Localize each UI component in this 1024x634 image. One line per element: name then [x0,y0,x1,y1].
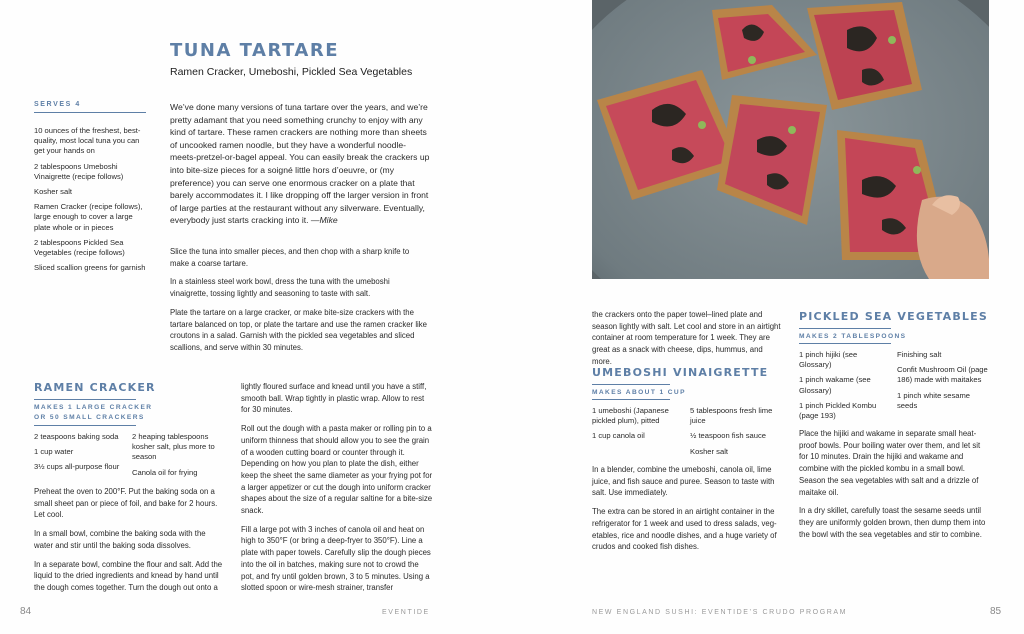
method-step: Roll out the dough with a pasta maker or rolling pin to a uniform thinness that should allow you to see the grain of a wooden cutting board or counter through it. Depending on how you plan to plate the dish, either keep the sheet the same diameter as your frying pot for a larger appetizer or cut the dough into uniform cracker shapes about the size of a regular saltine for a bite-size snack. [241,424,433,516]
ingredient-item: 1 cup canola oil [592,431,645,441]
umeboshi-method [592,464,784,560]
pickled-title: PICKLED SEA VEGETABLES [799,310,988,323]
umeboshi-yield: MAKES ABOUT 1 CUP [592,389,686,396]
method-step: Slice the tuna into smaller pieces, and then chop with a sharp knife to make a coarse tartare. [170,247,410,268]
ramen-yield-rule [34,425,136,426]
running-head-left: EVENTIDE [382,609,430,616]
ingredient-item: 10 ounces of the freshest, best-quality, most local tuna you can get your hands on [34,126,141,156]
ingredient-item: Canola oil for frying [132,467,198,477]
ingredient-item: 1 pinch Pickled Kombu (page 193) [799,400,877,421]
ingredient-item: 2 tablespoons Umeboshi Vinaigrette (recipe follows) [34,161,124,181]
running-head-right: NEW ENGLAND SUSHI: EVENTIDE’S CRUDO PROGRAM [592,609,848,616]
ramen-title: RAMEN CRACKER [34,381,156,394]
recipe-title: TUNA TARTARE [170,40,339,61]
page-number-left: 84 [20,606,32,617]
ingredient-item: ½ teaspoon fish sauce [690,431,766,441]
ingredient-item: 1 umeboshi (Japanese pickled plum), pitted [592,406,669,426]
method-step: Fill a large pot with 3 inches of canola oil and heat on high to 350°F (or bring a deep-fryer to 350°F). Line a plate with paper towels. Carefully slip the dough pieces into the oil in batches, making sure not to crowd the pot, and fry until golden brown, 3 to 5 minutes. Using a slotted spoon or wire-mesh strainer, transfer [241,524,431,593]
method-step: In a small bowl, combine the baking soda with the water and stir until the baking soda dissolves. [34,529,206,550]
photo-illustration [592,0,989,279]
ingredient-item: Ramen Cracker (recipe follows), large enough to cover a large plate whole or in pieces [34,202,143,232]
ramen-method-col3 [592,309,784,375]
ramen-ingredients-left [34,432,130,478]
ingredient-item: 1 pinch white sesame seeds [897,390,971,410]
ingredient-item: 1 pinch hijiki (see Glossary) [799,350,858,370]
method-step: In a blender, combine the umeboshi, canola oil, lime juice, and fish sauce and puree. Season to taste with salt. Use immediately. [592,465,775,498]
method-step: The extra can be stored in an airtight container in the refrigerator for 1 week and used to dress salads, veg- etables, rice and noodle dishes, and a huge variety of crudos and cooked fish dishes. [592,507,777,552]
pickled-rule [799,328,891,329]
intro-text: We’ve done many versions of tuna tartare over the years, and we’re pretty adamant that you need something crunchy to enjoy with any kind of tartare. These ramen crackers are nothing more than sheets of uncooked ramen noodle, but they have a wonderful noodle-meets-pretzel-or-bagel appeal. You can easily break the crackers up into bite-size pieces for a soigné little hors d’oeuvre, or (my preference) you can serve one enormous cracker on a plate that barely accommodates it. I like dropping off the larger version in front of large parties at the restaurant without any silverware. Eventually, everybody just starts cracking into it. — [170,102,430,226]
ingredient-item: 5 tablespoons fresh lime juice [690,406,773,426]
method-step: In a separate bowl, combine the flour and salt. Add the liquid to the dried ingredients and knead by hand until the dough comes together. Turn the dough out onto a [34,559,223,592]
ramen-method-col2 [241,381,433,601]
method-step: In a stainless steel work bowl, dress the tuna with the umeboshi vinaigrette, tossing lightly and seasoning to taste with salt. [170,277,390,299]
ingredient-item: 1 cup water [34,447,74,457]
ingredient-item: 3½ cups all-purpose flour [34,462,120,472]
umeboshi-rule [592,384,670,385]
ingredient-item: Kosher salt [34,187,72,197]
ingredient-item: Confit Mushroom Oil (page 186) made with maitakes [897,365,988,385]
ramen-rule [34,399,136,400]
umeboshi-yield-rule [592,399,670,400]
ingredient-item: 2 tablespoons Pickled Sea Vegetables (recipe follows) [34,237,125,258]
ingredient-item: Sliced scallion greens for garnish [34,263,146,273]
method-step: Plate the tartare on a large cracker, or make bite-size crackers with the tartare balanced on top, or plate the tartare and use the ramen cracker like croutons in a salad. Garnish with the pickled sea vegetables and sliced scallions, and serve within 30 minutes. [170,307,428,352]
ramen-yield-line: MAKES 1 LARGE CRACKER [34,404,153,411]
serves-label: SERVES 4 [34,101,81,108]
ingredient-item: Finishing salt [897,350,942,359]
serves-rule [34,112,146,113]
page-number-right: 85 [990,606,1002,617]
umeboshi-ingredients-left [592,406,682,447]
recipe-intro [170,101,430,227]
ramen-ingredients-right [132,432,218,483]
tuna-tartare-photo [592,0,989,279]
method-step: the crackers onto the paper towel–lined plate and season lightly with salt. Let cool and store in an airtight container at room temperature for 1 week. They are great as a snack with cheese, dips, hummus, and more. [592,310,781,366]
ingredient-item: 2 heaping tablespoons kosher salt, plus more to season [132,432,215,462]
pickled-ingredients-left [799,350,891,426]
pickled-method [799,428,991,547]
ramen-yield [34,403,154,423]
method-step: Preheat the oven to 200°F. Put the baking soda on a small sheet pan or piece of foil, and bake for 2 hours. Let cool. [34,487,218,520]
pickled-yield-rule [799,343,891,344]
ingredient-item: 1 pinch wakame (see Glossary) [799,375,871,395]
umeboshi-ingredients-right [690,406,780,462]
ingredient-item: 2 teaspoons baking soda [34,432,119,441]
intro-signature: Mike [319,215,338,226]
method-step: Place the hijiki and wakame in separate small heat-proof bowls. Pour boiling water over them, and let sit for 10 minutes. Drain the hijiki and wakame and combine with the pickled kombu in a small bowl. Season the sea vegetables with salt and a drizzle of maitake oil. [799,429,981,497]
pickled-ingredients-right [897,350,989,416]
ramen-method-col1 [34,486,226,601]
tuna-ingredient-list [34,126,146,278]
ingredient-item: Kosher salt [690,446,728,456]
tuna-method [170,246,430,361]
pickled-yield: MAKES 2 TABLESPOONS [799,333,907,340]
recipe-subtitle: Ramen Cracker, Umeboshi, Pickled Sea Vegetables [170,66,413,78]
method-step: In a dry skillet, carefully toast the sesame seeds until they are uniformly golden brown, then dump them into the bowl with the sea vegetables and stir to combine. [799,506,986,539]
method-step: lightly floured surface and knead until you have a stiff, smooth ball. Wrap tightly in plastic wrap. Allow to rest for 30 minutes. [241,382,427,415]
umeboshi-title: UMEBOSHI VINAIGRETTE [592,366,769,379]
ramen-yield-line: OR 50 SMALL CRACKERS [34,414,145,421]
